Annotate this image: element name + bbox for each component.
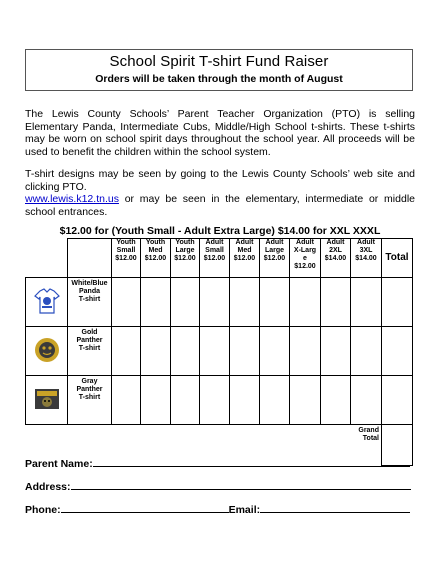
qty-cell[interactable] (351, 376, 382, 425)
qty-cell[interactable] (200, 327, 230, 376)
column-header: Youth Large $12.00 (171, 239, 200, 278)
phone-label: Phone: (25, 504, 61, 516)
email-label: Email: (228, 504, 261, 516)
qty-cell[interactable] (290, 376, 321, 425)
qty-cell[interactable] (351, 278, 382, 327)
school-website-link[interactable]: www.lewis.k12.tn.us (25, 193, 119, 205)
column-header: Youth Med $12.00 (141, 239, 171, 278)
qty-cell[interactable] (112, 376, 141, 425)
qty-cell[interactable] (141, 278, 171, 327)
qty-cell[interactable] (260, 327, 290, 376)
parent-name-label: Parent Name: (25, 458, 93, 470)
qty-cell[interactable] (200, 376, 230, 425)
qty-cell[interactable] (321, 376, 351, 425)
qty-cell[interactable] (260, 278, 290, 327)
qty-cell[interactable] (260, 376, 290, 425)
qty-cell[interactable] (230, 376, 260, 425)
gold-panther-icon (33, 336, 61, 364)
row-total-cell[interactable] (382, 376, 413, 425)
table-row (26, 278, 413, 327)
qty-cell[interactable] (171, 376, 200, 425)
header-box (25, 49, 413, 91)
qty-cell[interactable] (112, 327, 141, 376)
qty-cell[interactable] (290, 278, 321, 327)
qty-cell[interactable] (171, 327, 200, 376)
phone-email-row (25, 502, 410, 516)
column-header: Adult 2XL $14.00 (321, 239, 351, 278)
qty-cell[interactable] (351, 327, 382, 376)
qty-cell[interactable] (290, 327, 321, 376)
shirt-image-cell (26, 376, 68, 425)
parent-name-field[interactable] (93, 456, 410, 467)
grand-total-label: Grand Total (358, 427, 379, 442)
parent-name-row (25, 456, 410, 470)
shirt-name: Gold Panther T-shirt (68, 327, 112, 376)
column-header: Adult Large $12.00 (260, 239, 290, 278)
table-row (26, 327, 413, 376)
qty-cell[interactable] (171, 278, 200, 327)
qty-cell[interactable] (112, 278, 141, 327)
address-label: Address: (25, 481, 71, 493)
designs-text-2: or may be seen in the elementary, intermediate or middle school entrances. (25, 193, 415, 218)
shirt-image-cell (26, 278, 68, 327)
qty-cell[interactable] (141, 376, 171, 425)
page-title: School Spirit T-shirt Fund Raiser (109, 53, 329, 70)
qty-cell[interactable] (200, 278, 230, 327)
row-total-cell[interactable] (382, 278, 413, 327)
shirt-name: Gray Panther T-shirt (68, 376, 112, 425)
intro-paragraph: The Lewis County Schools’ Parent Teacher Organization (PTO) is selling Elementary Panda, Intermediate Cubs, Middle/High School t-shirts. These t-shirts may be worn on school spirit days throughout the school year. All proceeds will be used to benefit the children within the school system. (25, 108, 415, 158)
panda-shirt-icon (33, 287, 61, 315)
column-header: Adult X-Larg e $12.00 (290, 239, 321, 278)
total-header: Total (382, 239, 413, 278)
qty-cell[interactable] (321, 327, 351, 376)
phone-field[interactable] (61, 502, 229, 513)
qty-cell[interactable] (230, 327, 260, 376)
row-total-cell[interactable] (382, 327, 413, 376)
page-subtitle: Orders will be taken through the month of August (95, 73, 343, 85)
column-header: Youth Small $12.00 (112, 239, 141, 278)
order-table (25, 238, 413, 466)
table-header-row (26, 239, 413, 278)
designs-text: T-shirt designs may be seen by going to the Lewis County Schools’ web site and clicking PTO. (25, 168, 415, 193)
column-header: Adult Small $12.00 (200, 239, 230, 278)
pricing-line: $12.00 for (Youth Small - Adult Extra Large) $14.00 for XXL XXXL (59, 225, 381, 237)
address-row (25, 479, 411, 493)
column-header: Adult 3XL $14.00 (351, 239, 382, 278)
designs-paragraph (25, 168, 415, 218)
column-header: Adult Med $12.00 (230, 239, 260, 278)
shirt-name: White/Blue Panda T-shirt (68, 278, 112, 327)
qty-cell[interactable] (321, 278, 351, 327)
gray-panther-icon (33, 385, 61, 413)
address-field[interactable] (71, 479, 411, 490)
email-field[interactable] (260, 502, 410, 513)
qty-cell[interactable] (230, 278, 260, 327)
table-row (26, 376, 413, 425)
shirt-image-cell (26, 327, 68, 376)
qty-cell[interactable] (141, 327, 171, 376)
